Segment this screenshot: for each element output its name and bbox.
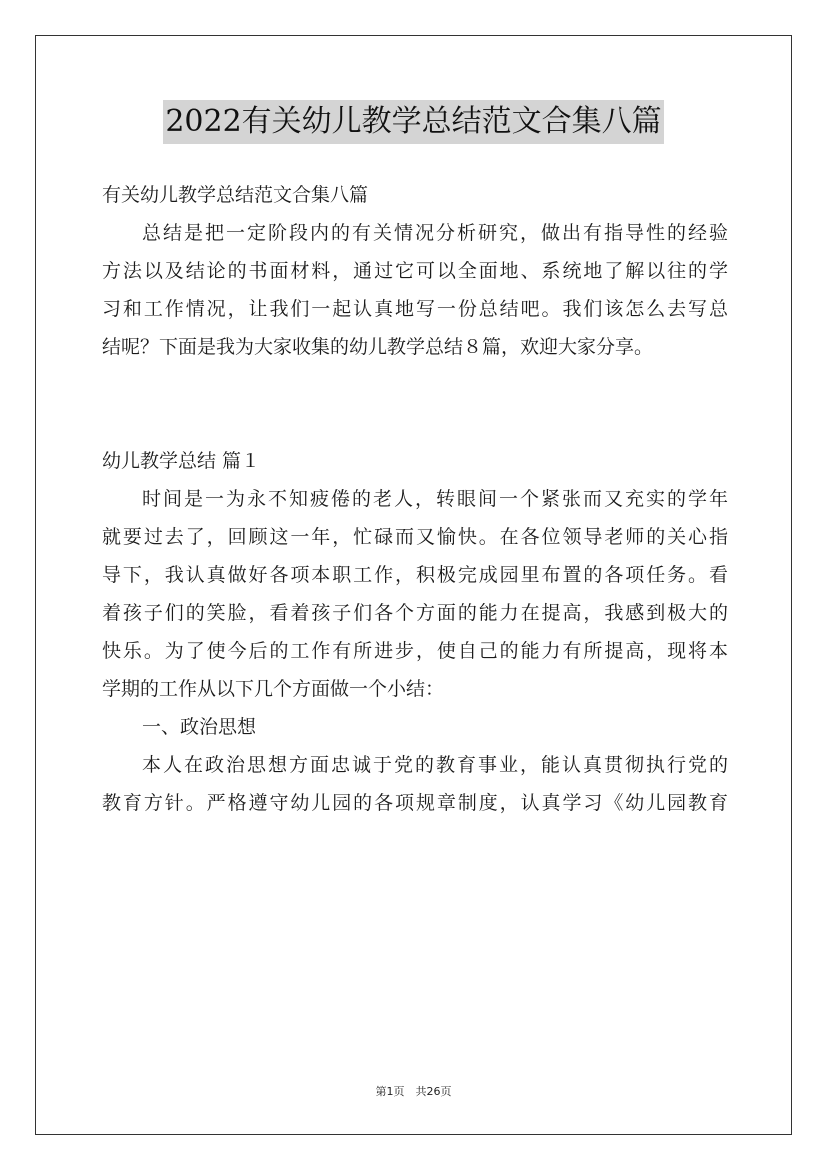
section-line: 就要过去了，回顾这一年，忙碌而又愉快。在各位领导老师的关心指	[102, 526, 728, 548]
page-number-label: 第1页 共26页	[375, 1085, 452, 1098]
politics-line: 本人在政治思想方面忠诚于党的教育事业，能认真贯彻执行党的	[142, 754, 728, 776]
section-line: 时间是一为永不知疲倦的老人，转眼间一个紧张而又充实的学年	[142, 488, 728, 510]
section-line: 学期的工作从以下几个方面做一个小结：	[102, 678, 445, 700]
spacer	[102, 404, 728, 442]
document-title-wrap	[0, 100, 827, 144]
page-footer	[0, 1083, 827, 1099]
document-subtitle: 有关幼儿教学总结范文合集八篇	[102, 184, 369, 206]
intro-line: 方法以及结论的书面材料，通过它可以全面地、系统地了解以往的学	[102, 260, 728, 282]
document-title: 2022有关幼儿教学总结范文合集八篇	[163, 100, 663, 144]
section-line: 导下，我认真做好各项本职工作，积极完成园里布置的各项任务。看	[102, 564, 728, 586]
intro-line: 结呢？下面是我为大家收集的幼儿教学总结８篇，欢迎大家分享。	[102, 336, 654, 358]
intro-line: 总结是把一定阶段内的有关情况分析研究，做出有指导性的经验	[142, 222, 728, 244]
spacer	[102, 366, 728, 404]
politics-line: 教育方针。严格遵守幼儿园的各项规章制度，认真学习《幼儿园教育	[102, 792, 728, 814]
sub-heading: 一、政治思想	[142, 716, 257, 738]
document-body	[102, 176, 728, 822]
section-heading: 幼儿教学总结 篇１	[102, 450, 261, 472]
intro-line: 习和工作情况，让我们一起认真地写一份总结吧。我们该怎么去写总	[102, 298, 728, 320]
section-line: 快乐。为了使今后的工作有所进步，使自己的能力有所提高，现将本	[102, 640, 728, 662]
section-line: 着孩子们的笑脸，看着孩子们各个方面的能力在提高，我感到极大的	[102, 602, 728, 624]
